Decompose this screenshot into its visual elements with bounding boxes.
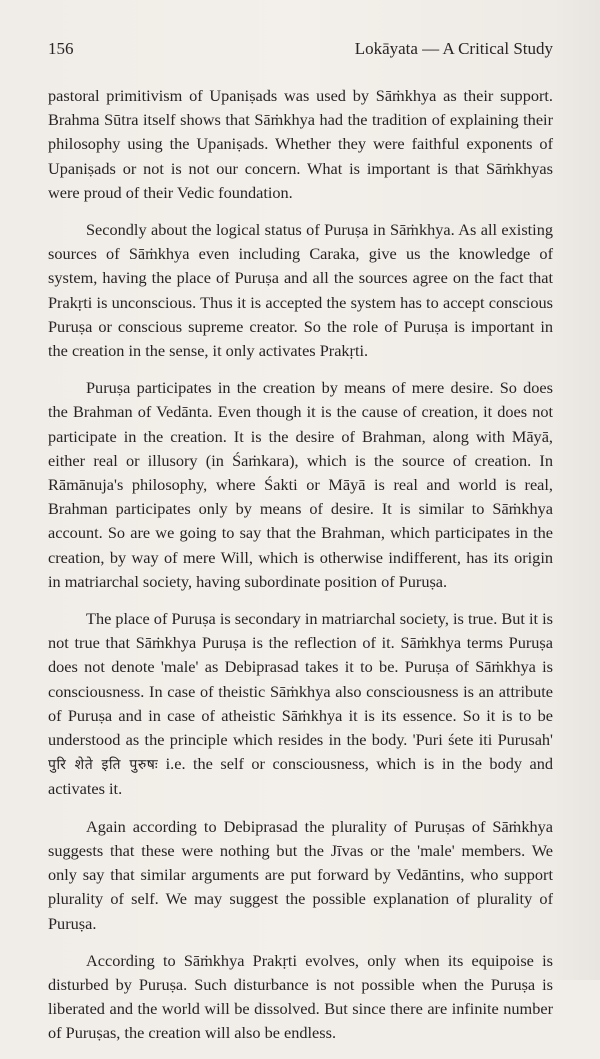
paragraph-2: Secondly about the logical status of Puruṣa in Sāṁkhya. As all existing sources of Sāṁkhya even including Caraka, give us the knowledge of system, having the place of Puruṣa and all the sources agree on the fact that Prakṛti is unconscious. Thus it is accepted the system has to accept conscious Puruṣa or conscious supreme creator. So the role of Puruṣa is important in the creation in the sense, it only activates Prakṛti. — [48, 220, 553, 361]
paragraph-4-text-after: i.e. the self or consciousness, which is in the body and activates it. — [48, 754, 553, 799]
devanagari-quote: पुरि शेते इति पुरुषः — [48, 757, 159, 774]
paragraph-6: According to Sāṁkhya Prakṛti evolves, only when its equipoise is disturbed by Puruṣa. Such disturbance is not possible when the Puruṣa is liberated and the world will be dissolved. But since there are infinite number of Puruṣas, the creation will also be endless. — [48, 950, 553, 1043]
paragraph-3: Puruṣa participates in the creation by means of mere desire. So does the Brahman of Vedānta. Even though it is the cause of creation, it does not participate in the creation. It is the desire of Brahman, along with Māyā, either real or illusory (in Śaṁkara), which is the source of creation. In Rāmānuja's philosophy, where Śakti or Māyā is real and world is real, Brahman participates only by means of desire. It is similar to Sāṁkhya account. So are we going to say that the Brahman, which participates in the creation, by way of mere Will, which is otherwise indifferent, has its origin in matriarchal society, having subordinate position of Puruṣa. — [48, 378, 553, 591]
paragraph-4-text-before: The place of Puruṣa is secondary in matriarchal society, is true. But it is not true that Sāṁkhya Puruṣa is the reflection of it. Sāṁkhya terms Puruṣa does not denote 'male' as Debiprasad takes it to be. Puruṣa of Sāṁkhya is consciousness. In case of theistic Sāṁkhya also consciousness is an attribute of Puruṣa and in case of atheistic Sāṁkhya it is its essence. So it is to be understood as the principle which resides in the body. 'Puri śete iti Purusah' — [48, 609, 553, 750]
paragraph-1: pastoral primitivism of Upaniṣads was used by Sāṁkhya as their support. Brahma Sūtra itself shows that Sāṁkhya had the tradition of explaining their philosophy using the Upaniṣads. Whether they were faithful exponents of Upaniṣads or not is not our concern. What is important is that Sāṁkhyas were proud of their Vedic foundation. — [48, 86, 553, 202]
page-number: 156 — [48, 39, 74, 58]
page-body — [48, 84, 553, 1059]
paragraph-4 — [48, 607, 553, 802]
running-title: Lokāyata — A Critical Study — [354, 39, 553, 58]
running-header — [48, 38, 553, 60]
paragraph-5: Again according to Debiprasad the plurality of Puruṣas of Sāṁkhya suggests that these were nothing but the Jīvas or the 'male' members. We only say that similar arguments are put forward by Vedāntins, who support plurality of self. We may suggest the possible explanation of plurality of Puruṣa. — [48, 816, 553, 933]
